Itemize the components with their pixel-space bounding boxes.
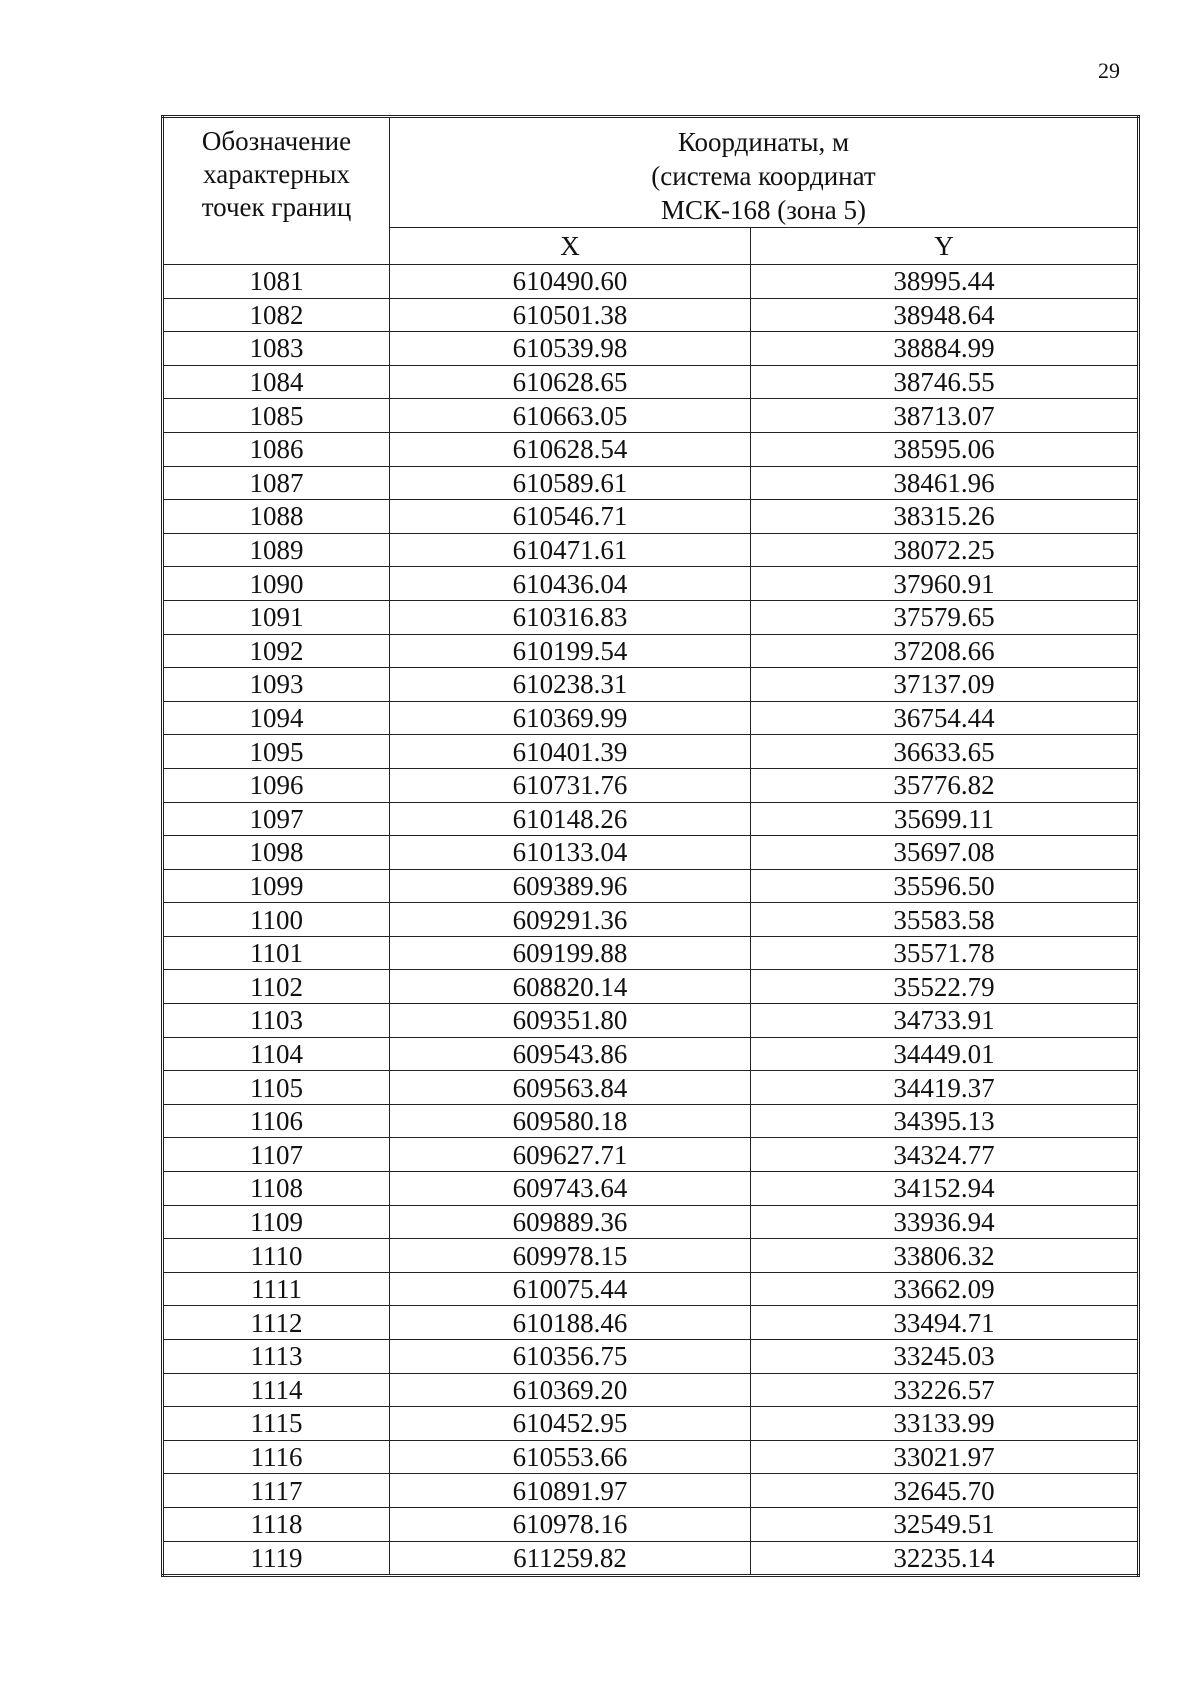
cell-x: 609199.88 [390,936,751,970]
table-row [163,869,1139,903]
table-header [163,117,1139,265]
cell-point-id: 1102 [163,970,390,1004]
cell-x: 610663.05 [390,399,751,433]
cell-y: 34449.01 [751,1037,1139,1071]
cell-point-id: 1086 [163,432,390,466]
table-row [163,1440,1139,1474]
cell-y: 38315.26 [751,500,1139,534]
table-row [163,1407,1139,1441]
table-row [163,1373,1139,1407]
cell-x: 609743.64 [390,1172,751,1206]
header-x: X [390,228,751,265]
cell-x: 610369.20 [390,1373,751,1407]
table-row [163,1272,1139,1306]
table-row [163,1474,1139,1508]
cell-x: 609291.36 [390,903,751,937]
cell-point-id: 1098 [163,836,390,870]
cell-y: 38948.64 [751,298,1139,332]
cell-point-id: 1083 [163,332,390,366]
cell-point-id: 1101 [163,936,390,970]
table-row [163,634,1139,668]
table-row [163,668,1139,702]
cell-point-id: 1106 [163,1104,390,1138]
cell-y: 33021.97 [751,1440,1139,1474]
table-row [163,567,1139,601]
table-row [163,1239,1139,1273]
cell-point-id: 1109 [163,1205,390,1239]
cell-y: 38713.07 [751,399,1139,433]
cell-point-id: 1094 [163,701,390,735]
table-row [163,1205,1139,1239]
cell-x: 610369.99 [390,701,751,735]
cell-x: 610490.60 [390,265,751,299]
cell-point-id: 1093 [163,668,390,702]
cell-x: 610133.04 [390,836,751,870]
table-row [163,1541,1139,1576]
cell-point-id: 1115 [163,1407,390,1441]
cell-point-id: 1107 [163,1138,390,1172]
cell-y: 38072.25 [751,533,1139,567]
cell-x: 610891.97 [390,1474,751,1508]
cell-x: 610188.46 [390,1306,751,1340]
header-point-designation [163,117,390,265]
cell-x: 610436.04 [390,567,751,601]
table-row [163,365,1139,399]
cell-x: 609351.80 [390,1004,751,1038]
cell-y: 35571.78 [751,936,1139,970]
cell-x: 610978.16 [390,1507,751,1541]
cell-point-id: 1081 [163,265,390,299]
table-row [163,500,1139,534]
cell-x: 609580.18 [390,1104,751,1138]
cell-point-id: 1090 [163,567,390,601]
cell-point-id: 1097 [163,802,390,836]
cell-point-id: 1117 [163,1474,390,1508]
cell-x: 610553.66 [390,1440,751,1474]
page-number: 29 [1098,58,1120,83]
header-point-line: точек границ [201,192,352,222]
cell-y: 36754.44 [751,701,1139,735]
cell-y: 37960.91 [751,567,1139,601]
table-row [163,701,1139,735]
cell-x: 610501.38 [390,298,751,332]
cell-x: 610199.54 [390,634,751,668]
cell-x: 610075.44 [390,1272,751,1306]
cell-y: 38595.06 [751,432,1139,466]
cell-x: 610628.65 [390,365,751,399]
header-point-line: характерных [203,159,350,189]
cell-y: 37208.66 [751,634,1139,668]
header-coords-line: Координаты, м [677,127,850,157]
header-coords-line: (система координат [651,161,876,191]
cell-x: 609627.71 [390,1138,751,1172]
cell-point-id: 1082 [163,298,390,332]
cell-point-id: 1103 [163,1004,390,1038]
cell-y: 38884.99 [751,332,1139,366]
cell-x: 608820.14 [390,970,751,1004]
table-row [163,768,1139,802]
table-row [163,533,1139,567]
table-row [163,970,1139,1004]
table-row [163,1507,1139,1541]
cell-y: 33494.71 [751,1306,1139,1340]
cell-x: 609389.96 [390,869,751,903]
header-y: Y [751,228,1139,265]
cell-y: 33936.94 [751,1205,1139,1239]
table-row [163,1004,1139,1038]
cell-point-id: 1116 [163,1440,390,1474]
cell-x: 611259.82 [390,1541,751,1576]
table-row [163,298,1139,332]
cell-y: 35776.82 [751,768,1139,802]
cell-x: 610148.26 [390,802,751,836]
table-row [163,1071,1139,1105]
cell-point-id: 1089 [163,533,390,567]
cell-x: 610356.75 [390,1340,751,1374]
table-row [163,1037,1139,1071]
cell-y: 38461.96 [751,466,1139,500]
cell-point-id: 1084 [163,365,390,399]
table-row [163,735,1139,769]
header-coordinates [390,117,1139,228]
cell-y: 34419.37 [751,1071,1139,1105]
cell-x: 610546.71 [390,500,751,534]
table-row [163,1138,1139,1172]
cell-y: 33245.03 [751,1340,1139,1374]
table-row [163,836,1139,870]
cell-point-id: 1099 [163,869,390,903]
cell-point-id: 1096 [163,768,390,802]
cell-y: 35697.08 [751,836,1139,870]
cell-y: 38995.44 [751,265,1139,299]
cell-y: 33806.32 [751,1239,1139,1273]
cell-x: 610316.83 [390,600,751,634]
table-row [163,1340,1139,1374]
cell-x: 610471.61 [390,533,751,567]
cell-point-id: 1110 [163,1239,390,1273]
cell-point-id: 1087 [163,466,390,500]
header-point-line: Обозначение [201,126,352,156]
cell-x: 609889.36 [390,1205,751,1239]
cell-y: 38746.55 [751,365,1139,399]
cell-point-id: 1114 [163,1373,390,1407]
table-row [163,802,1139,836]
cell-y: 35596.50 [751,869,1139,903]
cell-point-id: 1104 [163,1037,390,1071]
cell-y: 32235.14 [751,1541,1139,1576]
cell-point-id: 1085 [163,399,390,433]
header-coords-line: МСК-168 (зона 5) [661,195,866,225]
cell-y: 33133.99 [751,1407,1139,1441]
cell-y: 34152.94 [751,1172,1139,1206]
table-row [163,466,1139,500]
cell-x: 610628.54 [390,432,751,466]
table-row [163,600,1139,634]
cell-point-id: 1111 [163,1272,390,1306]
cell-y: 32549.51 [751,1507,1139,1541]
cell-point-id: 1118 [163,1507,390,1541]
table-body [163,265,1139,1576]
table-row [163,432,1139,466]
cell-x: 610589.61 [390,466,751,500]
table-row [163,1306,1139,1340]
cell-x: 609563.84 [390,1071,751,1105]
cell-y: 35522.79 [751,970,1139,1004]
cell-point-id: 1095 [163,735,390,769]
cell-point-id: 1091 [163,600,390,634]
cell-point-id: 1092 [163,634,390,668]
cell-point-id: 1105 [163,1071,390,1105]
cell-y: 37579.65 [751,600,1139,634]
cell-y: 34324.77 [751,1138,1139,1172]
cell-y: 33226.57 [751,1373,1139,1407]
table-row [163,265,1139,299]
cell-x: 609978.15 [390,1239,751,1273]
cell-x: 609543.86 [390,1037,751,1071]
cell-x: 610401.39 [390,735,751,769]
coordinates-table [161,115,1140,1577]
cell-y: 35699.11 [751,802,1139,836]
cell-point-id: 1100 [163,903,390,937]
cell-point-id: 1088 [163,500,390,534]
cell-point-id: 1113 [163,1340,390,1374]
cell-y: 33662.09 [751,1272,1139,1306]
table-row [163,903,1139,937]
cell-x: 610539.98 [390,332,751,366]
cell-y: 37137.09 [751,668,1139,702]
cell-y: 36633.65 [751,735,1139,769]
cell-y: 35583.58 [751,903,1139,937]
cell-y: 34733.91 [751,1004,1139,1038]
cell-x: 610452.95 [390,1407,751,1441]
cell-y: 34395.13 [751,1104,1139,1138]
cell-y: 32645.70 [751,1474,1139,1508]
cell-point-id: 1112 [163,1306,390,1340]
table-row [163,332,1139,366]
cell-x: 610238.31 [390,668,751,702]
table-row [163,399,1139,433]
cell-point-id: 1108 [163,1172,390,1206]
cell-point-id: 1119 [163,1541,390,1576]
table-row [163,1104,1139,1138]
table-row [163,936,1139,970]
table-row [163,1172,1139,1206]
cell-x: 610731.76 [390,768,751,802]
